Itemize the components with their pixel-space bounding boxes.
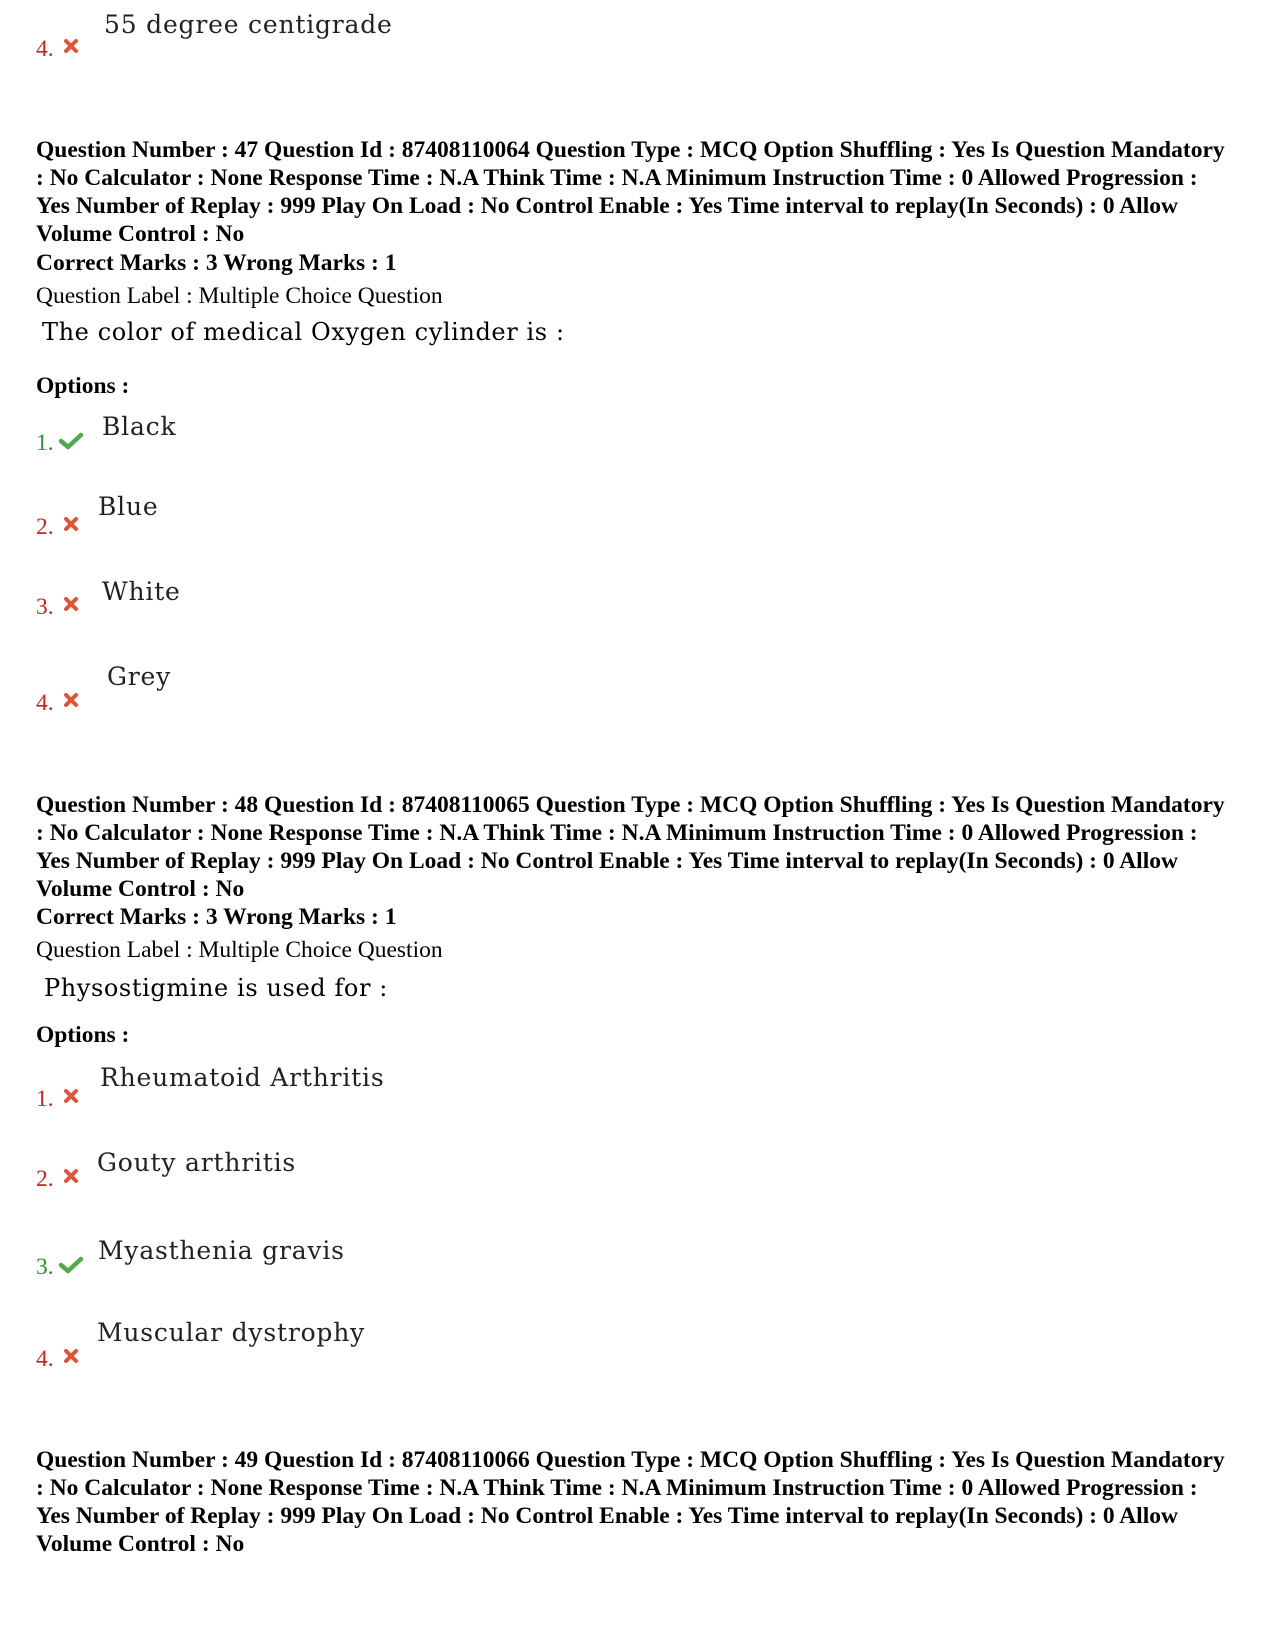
option-text: Muscular dystrophy [97,1318,366,1347]
check-icon [58,1256,84,1274]
option-text: Rheumatoid Arthritis [100,1063,385,1092]
question-marks: Correct Marks : 3 Wrong Marks : 1 [36,250,397,276]
option-number: 1. [36,430,54,456]
option-text: Gouty arthritis [97,1148,297,1177]
question-text: The color of medical Oxygen cylinder is : [42,318,565,346]
option-number: 4. [36,36,54,62]
cross-icon [62,1087,80,1105]
option-number: 4. [36,690,54,716]
cross-icon [62,595,80,613]
question-metadata: Question Number : 49 Question Id : 87408110066 Question Type : MCQ Option Shuffling : Yes Is Question Mandatory : No Calculator : None Response Time : N.A Think Time : N.A Minimum Instruction Time : 0 Allowed Progression : Yes Number of Replay : 999 Play On Load : No Control Enable : Yes Time interval to replay(In Seconds) : 0 Allow Volume Control : No [36,1447,1225,1557]
question-metadata: Question Number : 48 Question Id : 87408110065 Question Type : MCQ Option Shuffling : Yes Is Question Mandatory : No Calculator : None Response Time : N.A Think Time : N.A Minimum Instruction Time : 0 Allowed Progression : Yes Number of Replay : 999 Play On Load : No Control Enable : Yes Time interval to replay(In Seconds) : 0 Allow Volume Control : No [36,792,1225,902]
cross-icon [62,515,80,533]
options-heading: Options : [36,1022,130,1048]
question-label: Question Label : Multiple Choice Question [36,937,443,963]
question-text: Physostigmine is used for : [44,974,388,1002]
check-icon [58,432,84,450]
option-text: White [102,577,181,606]
cross-icon [62,37,80,55]
option-number: 2. [36,514,54,540]
question-label: Question Label : Multiple Choice Question [36,283,443,309]
cross-icon [62,691,80,709]
question-marks: Correct Marks : 3 Wrong Marks : 1 [36,904,397,930]
option-number: 1. [36,1086,54,1112]
options-heading: Options : [36,373,130,399]
option-number: 2. [36,1166,54,1192]
option-text: 55 degree centigrade [104,10,393,39]
cross-icon [62,1347,80,1365]
option-number: 3. [36,1254,54,1280]
option-number: 4. [36,1346,54,1372]
question-metadata: Question Number : 47 Question Id : 87408110064 Question Type : MCQ Option Shuffling : Yes Is Question Mandatory : No Calculator : None Response Time : N.A Think Time : N.A Minimum Instruction Time : 0 Allowed Progression : Yes Number of Replay : 999 Play On Load : No Control Enable : Yes Time interval to replay(In Seconds) : 0 Allow Volume Control : No [36,137,1225,247]
option-text: Blue [98,492,159,521]
option-text: Black [102,412,177,441]
option-number: 3. [36,594,54,620]
option-text: Myasthenia gravis [98,1236,345,1265]
cross-icon [62,1167,80,1185]
option-text: Grey [107,662,172,691]
